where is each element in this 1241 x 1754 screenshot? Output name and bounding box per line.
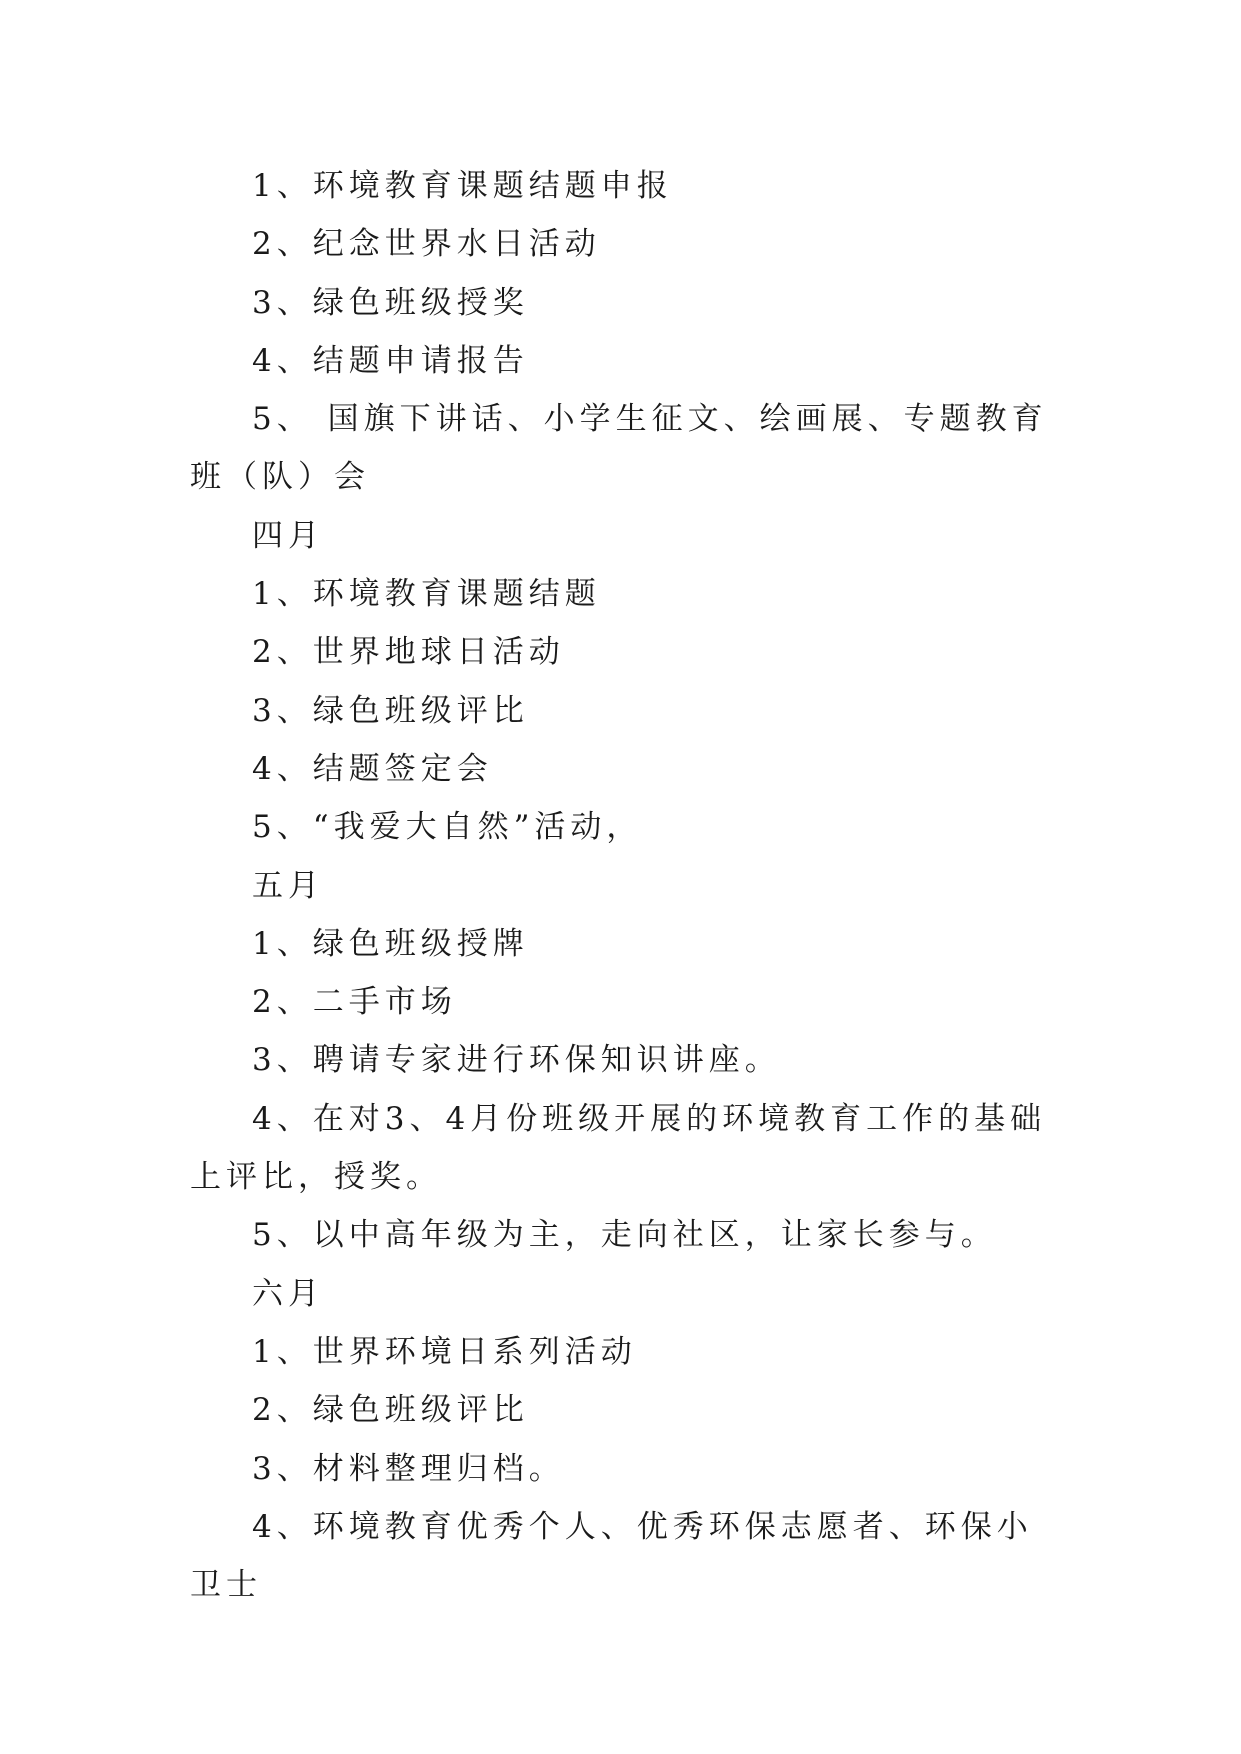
month-heading: 四月 [252, 517, 324, 554]
month-heading: 五月 [252, 867, 324, 904]
paragraph: 2、世界地球日活动 [252, 634, 565, 671]
document-body [190, 157, 1050, 1614]
paragraph: 4、在对3、4月份班级开展的环境教育工作的基础上评比，授奖。 [190, 1100, 1047, 1196]
paragraph: 3、绿色班级评比 [252, 692, 529, 729]
paragraph: 2、二手市场 [252, 984, 457, 1021]
paragraph: 5、“我爱大自然”活动， [252, 809, 643, 846]
paragraph: 3、绿色班级授奖 [252, 284, 529, 321]
paragraph: 3、材料整理归档。 [252, 1450, 565, 1487]
paragraph: 4、环境教育优秀个人、优秀环保志愿者、环保小卫士 [190, 1508, 1033, 1604]
paragraph: 3、聘请专家进行环保知识讲座。 [252, 1042, 781, 1079]
paragraph: 5、 国旗下讲话、小学生征文、绘画展、专题教育班（队）会 [190, 401, 1048, 496]
paragraph: 5、以中高年级为主，走向社区，让家长参与。 [252, 1217, 997, 1254]
month-heading: 六月 [252, 1275, 324, 1312]
paragraph: 1、绿色班级授牌 [252, 925, 529, 962]
paragraph: 4、结题签定会 [252, 750, 493, 787]
paragraph: 1、环境教育课题结题 [252, 576, 601, 613]
paragraph: 2、绿色班级评比 [252, 1392, 529, 1429]
paragraph: 1、世界环境日系列活动 [252, 1333, 637, 1370]
paragraph: 1、环境教育课题结题申报 [252, 168, 673, 204]
paragraph: 2、纪念世界水日活动 [252, 226, 601, 263]
paragraph: 4、结题申请报告 [252, 342, 529, 379]
